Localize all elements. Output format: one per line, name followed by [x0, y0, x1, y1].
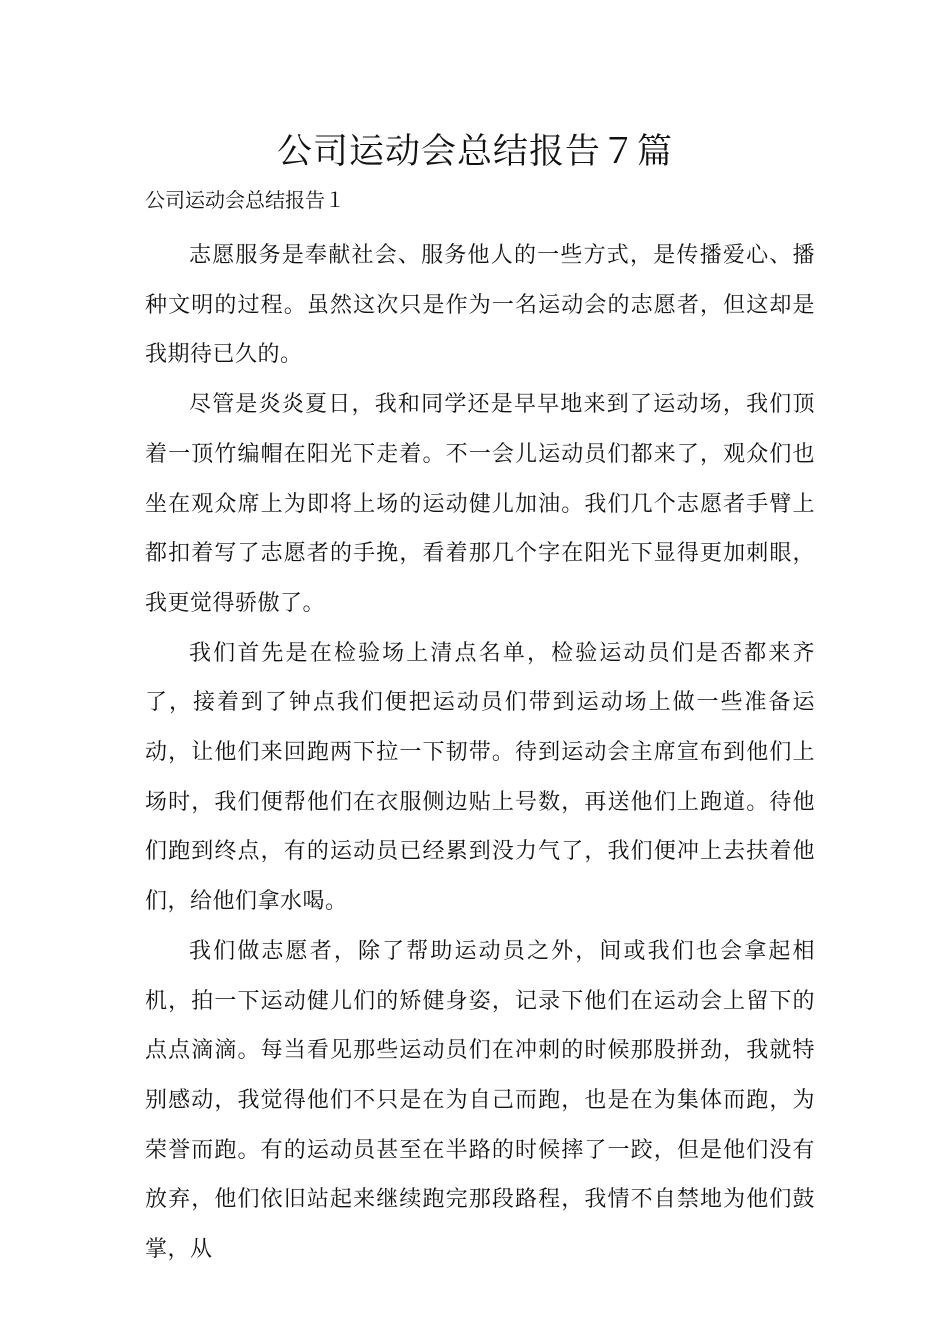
- paragraph-4: 我们做志愿者，除了帮助运动员之外，间或我们也会拿起相机，拍一下运动健儿们的矫健身姿，记录下他们在运动会上留下的点点滴滴。每当看见那些运动员们在冲刺的时候那股拼劲，我就特别感动，我觉得他们不只是在为自己而跑，也是在为集体而跑，为荣誉而跑。有的运动员甚至在半路的时候摔了一跤，但是他们没有放弃，他们依旧站起来继续跑完那段路程，我情不自禁地为他们鼓掌，从: [145, 938, 815, 1263]
- document-title: 公司运动会总结报告７篇: [276, 132, 673, 172]
- section-heading: 公司运动会总结报告１: [145, 188, 345, 212]
- paragraph-3: 我们首先是在检验场上清点名单，检验运动员们是否都来齐了，接着到了钟点我们便把运动员们带到运动场上做一些准备运动，让他们来回跑两下拉一下韧带。待到运动会主席宣布到他们上场时，我们便帮他们在衣服侧边贴上号数，再送他们上跑道。待他们跑到终点，有的运动员已经累到没力气了，我们便冲上去扶着他们，给他们拿水喝。: [145, 640, 815, 915]
- paragraph-2: 尽管是炎炎夏日，我和同学还是早早地来到了运动场，我们顶着一顶竹编帽在阳光下走着。不一会儿运动员们都来了，观众们也坐在观众席上为即将上场的运动健儿加油。我们几个志愿者手臂上都扣着写了志愿者的手挽，看着那几个字在阳光下显得更加刺眼，我更觉得骄傲了。: [145, 392, 815, 616]
- paragraph-1: 志愿服务是奉献社会、服务他人的一些方式，是传播爱心、播种文明的过程。虽然这次只是作为一名运动会的志愿者，但这却是我期待已久的。: [145, 243, 815, 368]
- document-body: [145, 231, 815, 1275]
